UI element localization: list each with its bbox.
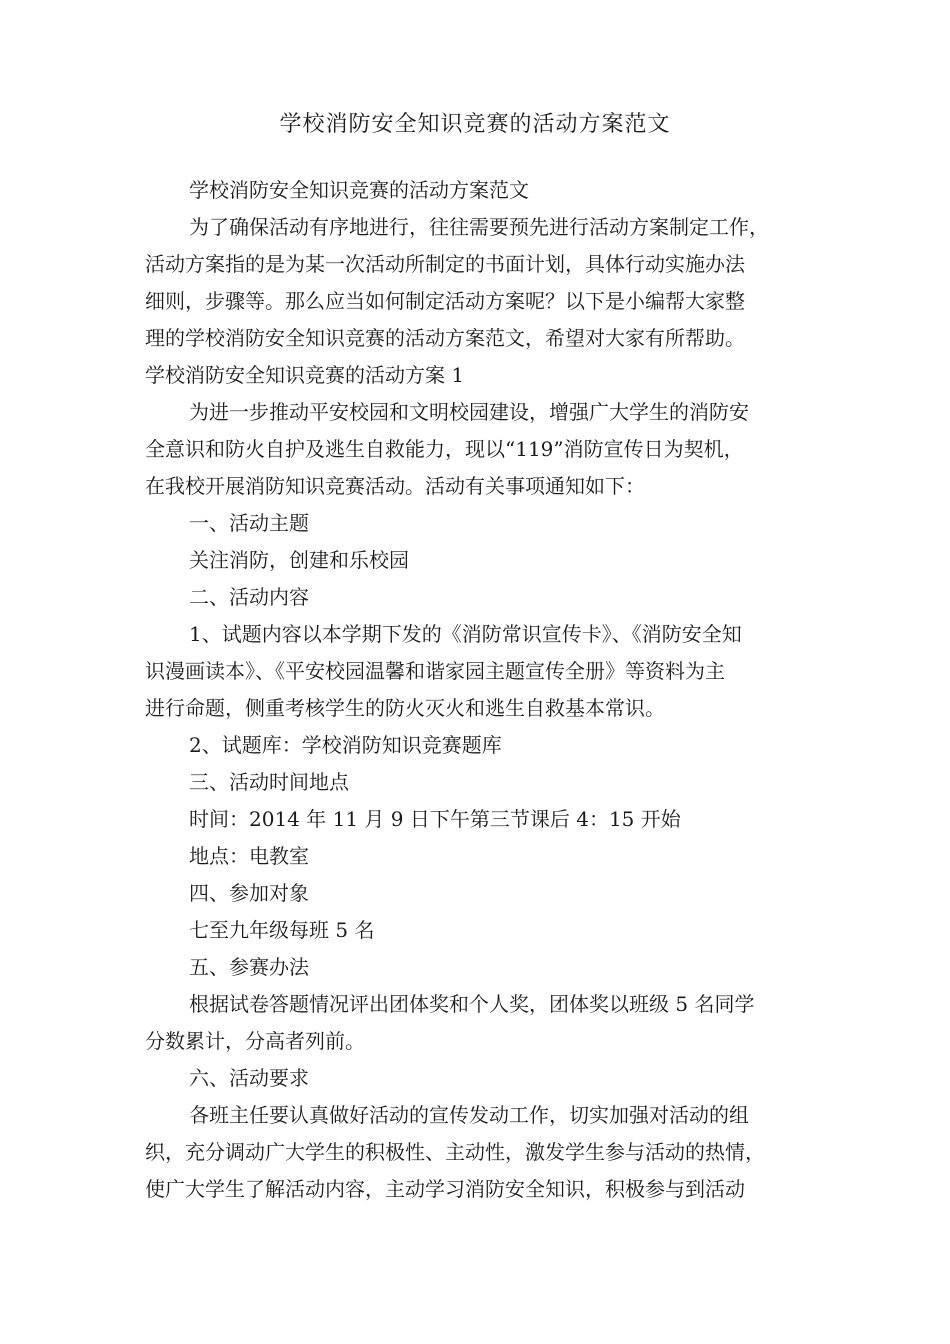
- section-heading: 学校消防安全知识竞赛的活动方案 1: [145, 363, 465, 387]
- paragraph-line: 根据试卷答题情况评出团体奖和个人奖，团体奖以班级 5 名同学: [189, 992, 755, 1016]
- paragraph-line: 为了确保活动有序地进行，往往需要预先进行活动方案制定工作，: [189, 215, 769, 239]
- paragraph-line: 为进一步推动平安校园和文明校园建设，增强广大学生的消防安: [189, 400, 749, 424]
- paragraph-line: 织，充分调动广大学生的积极性、主动性，激发学生参与活动的热情，: [145, 1140, 765, 1164]
- section-heading: 六、活动要求: [189, 1066, 309, 1090]
- section-heading: 四、参加对象: [189, 881, 309, 905]
- paragraph-line: 七至九年级每班 5 名: [189, 918, 375, 942]
- paragraph-line: 在我校开展消防知识竞赛活动。活动有关事项通知如下：: [145, 474, 645, 498]
- paragraph-line: 学校消防安全知识竞赛的活动方案范文: [189, 178, 529, 202]
- paragraph-line: 时间：2014 年 11 月 9 日下午第三节课后 4：15 开始: [189, 807, 681, 831]
- paragraph-line: 细则，步骤等。那么应当如何制定活动方案呢？以下是小编帮大家整: [145, 289, 745, 313]
- paragraph-line: 识漫画读本》、《平安校园温馨和谐家园主题宣传全册》等资料为主: [145, 659, 725, 683]
- section-heading: 五、参赛办法: [189, 955, 309, 979]
- paragraph-line: 进行命题，侧重考核学生的防火灭火和逃生自救基本常识。: [145, 696, 665, 720]
- document-title: 学校消防安全知识竞赛的活动方案范文: [279, 112, 671, 137]
- document-body: [145, 172, 825, 1208]
- paragraph-line: 活动方案指的是为某一次活动所制定的书面计划，具体行动实施办法: [145, 252, 745, 276]
- paragraph-line: 全意识和防火自护及逃生自救能力，现以“119”消防宣传日为契机，: [145, 437, 744, 461]
- section-heading: 三、活动时间地点: [189, 770, 349, 794]
- paragraph-line: 关注消防，创建和乐校园: [189, 548, 409, 572]
- paragraph-line: 1、试题内容以本学期下发的《消防常识宣传卡》、《消防安全知: [189, 622, 742, 646]
- paragraph-line: 理的学校消防安全知识竞赛的活动方案范文，希望对大家有所帮助。: [145, 326, 745, 350]
- paragraph-line: 地点：电教室: [189, 844, 309, 868]
- section-heading: 二、活动内容: [189, 585, 309, 609]
- paragraph-line: 2、试题库：学校消防知识竞赛题库: [189, 733, 502, 757]
- paragraph-line: 各班主任要认真做好活动的宣传发动工作，切实加强对活动的组: [189, 1103, 749, 1127]
- section-heading: 一、活动主题: [189, 511, 309, 535]
- paragraph-line: 使广大学生了解活动内容，主动学习消防安全知识，积极参与到活动: [145, 1177, 745, 1201]
- paragraph-line: 分数累计，分高者列前。: [145, 1029, 365, 1053]
